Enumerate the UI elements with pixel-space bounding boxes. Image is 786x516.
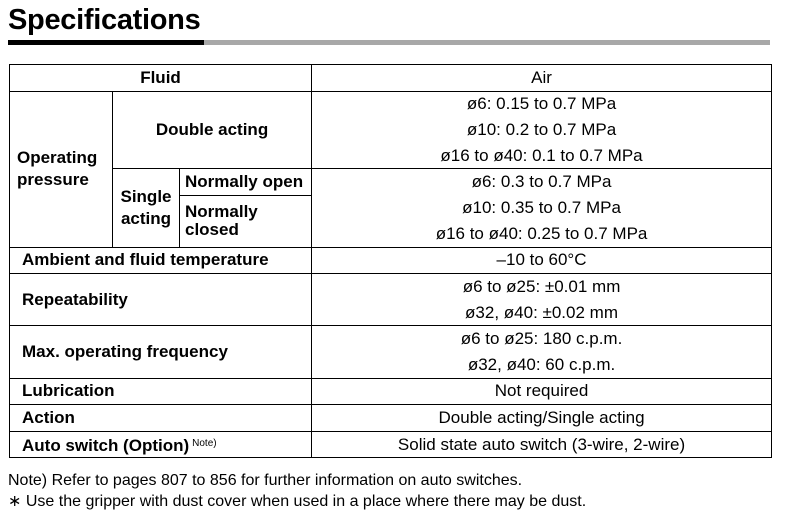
- action-label: Action: [10, 405, 312, 432]
- double-acting-label: Double acting: [113, 91, 312, 169]
- lubrication-label: Lubrication: [10, 378, 312, 405]
- table-row: [10, 431, 772, 458]
- note-line: ∗ Use the gripper with dust cover when used in a place where there may be dust.: [8, 493, 587, 510]
- single-acting-value: ø16 to ø40: 0.25 to 0.7 MPa: [312, 221, 772, 247]
- normally-open-label: Normally open: [180, 169, 312, 196]
- frequency-value: ø6 to ø25: 180 c.p.m.: [312, 326, 772, 352]
- temperature-value: –10 to 60°C: [312, 247, 772, 274]
- table-row: [10, 405, 772, 432]
- single-acting-value: ø6: 0.3 to 0.7 MPa: [312, 169, 772, 196]
- repeatability-value: ø32, ø40: ±0.02 mm: [312, 300, 772, 326]
- double-acting-value: ø6: 0.15 to 0.7 MPa: [312, 91, 772, 117]
- fluid-value: Air: [312, 65, 772, 92]
- specifications-table: [9, 64, 772, 458]
- temperature-label: Ambient and fluid temperature: [10, 247, 312, 274]
- table-row: [10, 326, 772, 352]
- action-value: Double acting/Single acting: [312, 405, 772, 432]
- title-underline: [8, 40, 204, 45]
- auto-switch-label-cell: [10, 431, 312, 458]
- table-row: [10, 91, 772, 117]
- normally-closed-label: Normally closed: [180, 195, 312, 247]
- table-row: [10, 274, 772, 300]
- note-line: Note) Refer to pages 807 to 856 for further information on auto switches.: [8, 472, 523, 489]
- notes: [8, 470, 586, 512]
- auto-switch-label: Auto switch (Option): [22, 435, 190, 455]
- lubrication-value: Not required: [312, 378, 772, 405]
- auto-switch-value: Solid state auto switch (3-wire, 2-wire): [312, 431, 772, 458]
- fluid-label: Fluid: [10, 65, 312, 92]
- table-row: [10, 378, 772, 405]
- double-acting-value: ø10: 0.2 to 0.7 MPa: [312, 117, 772, 143]
- frequency-value: ø32, ø40: 60 c.p.m.: [312, 352, 772, 378]
- title-rule: [204, 40, 770, 45]
- table-row: [10, 169, 772, 196]
- operating-pressure-label: Operating pressure: [10, 91, 113, 247]
- double-acting-value: ø16 to ø40: 0.1 to 0.7 MPa: [312, 143, 772, 169]
- repeatability-label: Repeatability: [10, 274, 312, 326]
- page-title: Specifications: [8, 4, 201, 36]
- single-acting-value: ø10: 0.35 to 0.7 MPa: [312, 195, 772, 221]
- table-row: [10, 65, 772, 92]
- auto-switch-note-marker: Note): [192, 437, 217, 449]
- table-row: [10, 247, 772, 274]
- frequency-label: Max. operating frequency: [10, 326, 312, 378]
- single-acting-label: Single acting: [113, 169, 180, 247]
- repeatability-value: ø6 to ø25: ±0.01 mm: [312, 274, 772, 300]
